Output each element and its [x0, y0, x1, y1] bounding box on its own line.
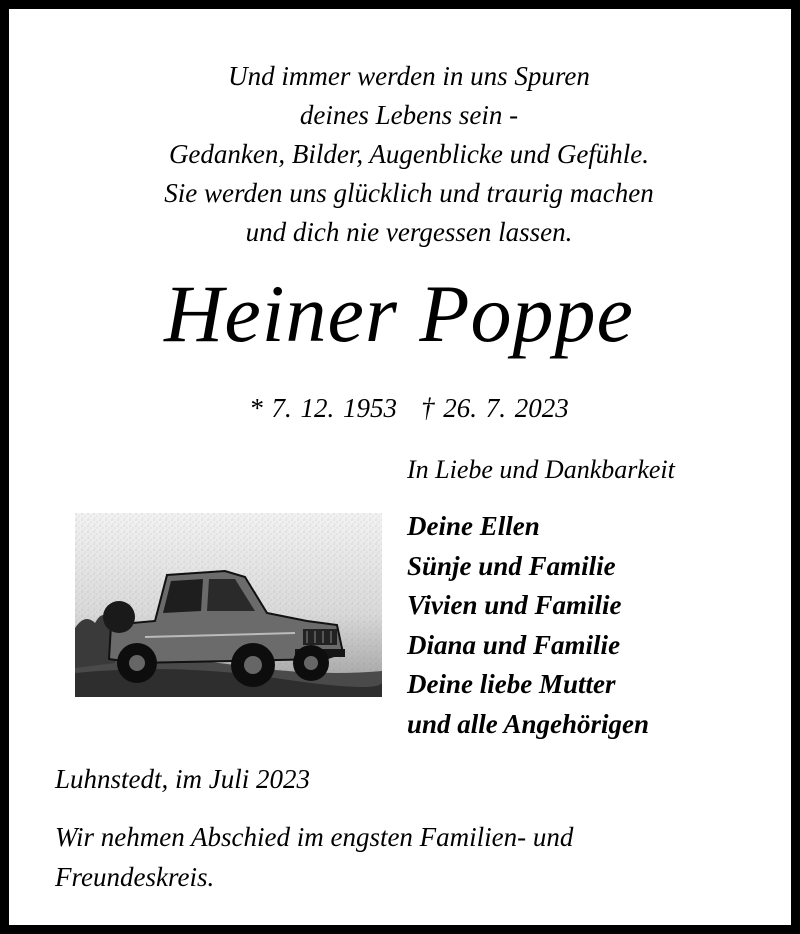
poem-line: Gedanken, Bilder, Augenblicke und Gefühle. — [168, 139, 650, 169]
mourner-entry: Deine Ellen — [407, 511, 540, 541]
mourners-list — [407, 507, 649, 744]
poem-line: und dich nie vergessen lassen. — [245, 217, 573, 247]
mourner-entry: Vivien und Familie — [407, 590, 622, 620]
mourner-entry: Sünje und Familie — [407, 550, 616, 581]
poem-line: deines Lebens sein - — [299, 100, 519, 130]
mourner-entry: Diana und Familie — [407, 629, 621, 660]
note-line: Wir nehmen Abschied im engsten Familien- und — [55, 822, 574, 852]
place-and-date: Luhnstedt, im Juli 2023 — [55, 764, 310, 794]
deceased-name: Heiner Poppe — [164, 268, 634, 359]
life-dates — [9, 391, 800, 425]
mourner-entry: und alle Angehörigen — [407, 708, 650, 739]
memorial-poem — [9, 57, 800, 252]
death-date: † 26. 7. 2023 — [421, 393, 569, 423]
note-line: Freundeskreis. — [55, 862, 215, 892]
birth-date: * 7. 12. 1953 — [249, 393, 397, 423]
poem-line: Und immer werden in uns Spuren — [228, 61, 590, 91]
mourner-entry: Deine liebe Mutter — [407, 669, 616, 699]
poem-line: Sie werden uns glücklich und traurig machen — [164, 178, 654, 208]
farewell-note — [55, 817, 755, 897]
jeep-photo — [75, 513, 382, 697]
gratitude-line: In Liebe und Dankbarkeit — [407, 455, 675, 484]
